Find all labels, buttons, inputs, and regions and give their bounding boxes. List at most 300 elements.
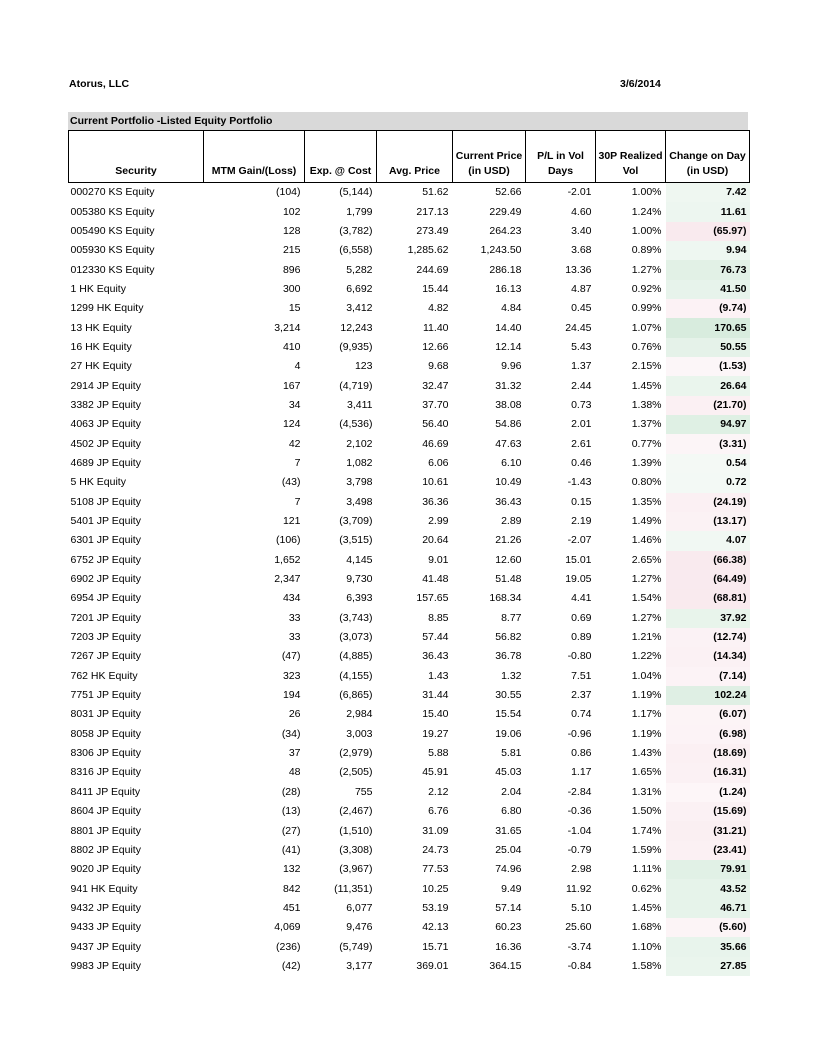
- cell-pl-vol-days: 2.37: [571, 689, 592, 702]
- table-row: [69, 705, 750, 724]
- cell-pl-vol-days: -0.80: [567, 650, 592, 663]
- cell-pl-vol-days: -1.43: [567, 476, 592, 489]
- table-row: [69, 454, 750, 473]
- column-header-realized-vol: 30P Realized Vol: [596, 131, 666, 183]
- cell-exposure-at-cost: (5,144): [339, 186, 373, 199]
- table-row: [69, 957, 750, 976]
- cell-avg-price: 273.49: [416, 224, 449, 237]
- cell-mtm-gain-loss: 33: [288, 631, 301, 644]
- cell-mtm-gain-loss: 434: [282, 592, 301, 605]
- table-row: [69, 338, 750, 357]
- cell-pl-vol-days: 2.61: [571, 437, 592, 450]
- table-row: [69, 512, 750, 531]
- cell-mtm-gain-loss: (28): [281, 785, 301, 798]
- cell-exposure-at-cost: (2,467): [339, 805, 373, 818]
- cell-pl-vol-days: 11.92: [566, 882, 592, 895]
- cell-change-on-day: 35.66: [666, 937, 750, 956]
- cell-mtm-gain-loss: 15: [288, 302, 301, 315]
- cell-change-on-day: (12.74): [666, 628, 750, 647]
- cell-pl-vol-days: 4.60: [571, 205, 592, 218]
- column-header-pl-vol-days: P/L in Vol Days: [526, 131, 596, 183]
- cell-security: 762 HK Equity: [70, 669, 138, 682]
- cell-mtm-gain-loss: 194: [282, 689, 301, 702]
- cell-exposure-at-cost: 3,003: [346, 727, 373, 740]
- cell-security: 7201 JP Equity: [70, 611, 141, 624]
- cell-current-price: 1.32: [501, 669, 522, 682]
- cell-avg-price: 56.40: [422, 418, 449, 431]
- cell-security: 6752 JP Equity: [70, 553, 141, 566]
- cell-avg-price: 15.40: [422, 708, 449, 721]
- table-row: [69, 628, 750, 647]
- cell-mtm-gain-loss: (13): [281, 805, 301, 818]
- column-header-mtm: MTM Gain/(Loss): [204, 131, 305, 183]
- cell-security: 6902 JP Equity: [70, 573, 141, 586]
- cell-mtm-gain-loss: 42: [288, 437, 301, 450]
- cell-change-on-day: 46.71: [666, 899, 750, 918]
- cell-pl-vol-days: 19.05: [565, 573, 592, 586]
- cell-security: 005490 KS Equity: [70, 224, 155, 237]
- cell-avg-price: 10.25: [422, 882, 449, 895]
- cell-avg-price: 46.69: [422, 437, 449, 450]
- cell-realized-vol: 1.45%: [631, 901, 662, 914]
- cell-mtm-gain-loss: (41): [281, 843, 301, 856]
- cell-security: 000270 KS Equity: [70, 186, 155, 199]
- cell-change-on-day: 170.65: [666, 318, 750, 337]
- cell-pl-vol-days: 24.45: [565, 321, 592, 334]
- table-row: [69, 434, 750, 453]
- cell-pl-vol-days: 4.41: [571, 592, 592, 605]
- cell-security: 4502 JP Equity: [70, 437, 141, 450]
- cell-exposure-at-cost: (3,782): [339, 224, 373, 237]
- cell-exposure-at-cost: (11,351): [334, 882, 373, 895]
- table-row: [69, 821, 750, 840]
- table-row: [69, 899, 750, 918]
- cell-security: 5 HK Equity: [70, 476, 126, 489]
- cell-realized-vol: 1.37%: [631, 418, 662, 431]
- cell-mtm-gain-loss: (34): [281, 727, 301, 740]
- cell-avg-price: 42.13: [422, 921, 449, 934]
- cell-exposure-at-cost: (3,967): [339, 863, 373, 876]
- cell-mtm-gain-loss: 300: [282, 282, 301, 295]
- cell-avg-price: 8.85: [428, 611, 449, 624]
- table-row: [69, 551, 750, 570]
- portfolio-table: [68, 130, 750, 976]
- cell-current-price: 36.78: [495, 650, 522, 663]
- cell-current-price: 52.66: [495, 186, 522, 199]
- cell-pl-vol-days: 3.40: [571, 224, 592, 237]
- cell-realized-vol: 0.80%: [631, 476, 662, 489]
- table-row: [69, 783, 750, 802]
- cell-security: 7267 JP Equity: [70, 650, 141, 663]
- cell-exposure-at-cost: (6,558): [339, 244, 373, 257]
- cell-current-price: 16.13: [495, 282, 522, 295]
- table-row: [69, 609, 750, 628]
- cell-mtm-gain-loss: 215: [282, 244, 301, 257]
- table-row: [69, 357, 750, 376]
- table-row: [69, 531, 750, 550]
- cell-pl-vol-days: 13.36: [565, 263, 592, 276]
- cell-security: 1 HK Equity: [70, 282, 126, 295]
- cell-mtm-gain-loss: (106): [275, 534, 301, 547]
- cell-change-on-day: 94.97: [666, 415, 750, 434]
- table-row: [69, 241, 750, 260]
- cell-exposure-at-cost: 6,692: [346, 282, 373, 295]
- table-row: [69, 222, 750, 241]
- cell-exposure-at-cost: (3,308): [339, 843, 373, 856]
- cell-change-on-day: 4.07: [666, 531, 750, 550]
- cell-realized-vol: 1.19%: [631, 727, 662, 740]
- cell-realized-vol: 1.04%: [631, 669, 662, 682]
- cell-change-on-day: (1.24): [666, 783, 750, 802]
- cell-avg-price: 4.82: [428, 302, 449, 315]
- table-row: [69, 415, 750, 434]
- cell-change-on-day: 79.91: [666, 860, 750, 879]
- cell-security: 2914 JP Equity: [70, 379, 141, 392]
- cell-pl-vol-days: 2.01: [571, 418, 592, 431]
- cell-realized-vol: 1.68%: [631, 921, 662, 934]
- cell-exposure-at-cost: 4,145: [346, 553, 373, 566]
- cell-change-on-day: 41.50: [666, 280, 750, 299]
- cell-change-on-day: (6.98): [666, 725, 750, 744]
- cell-security: 9020 JP Equity: [70, 863, 141, 876]
- cell-current-price: 12.14: [495, 340, 522, 353]
- table-row: [69, 686, 750, 705]
- cell-avg-price: 217.13: [416, 205, 449, 218]
- cell-mtm-gain-loss: 34: [288, 398, 301, 411]
- cell-pl-vol-days: -2.84: [567, 785, 592, 798]
- cell-realized-vol: 1.19%: [631, 689, 662, 702]
- cell-mtm-gain-loss: 37: [288, 747, 301, 760]
- cell-security: 005930 KS Equity: [70, 244, 155, 257]
- cell-current-price: 47.63: [495, 437, 522, 450]
- cell-avg-price: 15.71: [422, 940, 449, 953]
- cell-security: 8801 JP Equity: [70, 824, 141, 837]
- cell-realized-vol: 1.65%: [631, 766, 662, 779]
- cell-exposure-at-cost: 6,393: [346, 592, 373, 605]
- cell-exposure-at-cost: (3,515): [339, 534, 373, 547]
- cell-realized-vol: 0.92%: [631, 282, 662, 295]
- cell-mtm-gain-loss: 102: [282, 205, 301, 218]
- cell-pl-vol-days: 15.01: [565, 553, 592, 566]
- table-row: [69, 376, 750, 395]
- cell-current-price: 9.96: [501, 360, 522, 373]
- cell-exposure-at-cost: (6,865): [339, 689, 373, 702]
- cell-realized-vol: 2.15%: [631, 360, 662, 373]
- cell-exposure-at-cost: 3,798: [346, 476, 373, 489]
- cell-exposure-at-cost: 1,082: [346, 456, 373, 469]
- table-row: [69, 744, 750, 763]
- cell-mtm-gain-loss: 896: [282, 263, 301, 276]
- cell-current-price: 31.65: [495, 824, 522, 837]
- cell-change-on-day: (3.31): [666, 434, 750, 453]
- cell-avg-price: 244.69: [416, 263, 449, 276]
- table-row: [69, 318, 750, 337]
- cell-change-on-day: 0.72: [666, 473, 750, 492]
- cell-realized-vol: 1.45%: [631, 379, 662, 392]
- cell-change-on-day: 27.85: [666, 957, 750, 976]
- table-row: [69, 493, 750, 512]
- table-row: [69, 937, 750, 956]
- cell-security: 8306 JP Equity: [70, 747, 141, 760]
- table-row: [69, 280, 750, 299]
- cell-mtm-gain-loss: 323: [282, 669, 301, 682]
- cell-current-price: 4.84: [501, 302, 522, 315]
- cell-pl-vol-days: 0.74: [571, 708, 592, 721]
- cell-current-price: 15.54: [495, 708, 522, 721]
- cell-security: 9433 JP Equity: [70, 921, 141, 934]
- cell-mtm-gain-loss: 2,347: [274, 573, 301, 586]
- cell-realized-vol: 1.22%: [631, 650, 662, 663]
- cell-mtm-gain-loss: (27): [281, 824, 301, 837]
- table-body: [69, 183, 750, 977]
- cell-mtm-gain-loss: (42): [281, 959, 301, 972]
- cell-security: 16 HK Equity: [70, 340, 132, 353]
- cell-realized-vol: 1.10%: [631, 940, 662, 953]
- cell-change-on-day: (24.19): [666, 493, 750, 512]
- cell-avg-price: 12.66: [422, 340, 449, 353]
- cell-security: 7751 JP Equity: [70, 689, 141, 702]
- cell-change-on-day: (23.41): [666, 841, 750, 860]
- cell-security: 8031 JP Equity: [70, 708, 141, 721]
- column-header-current-price: Current Price (in USD): [453, 131, 526, 183]
- cell-exposure-at-cost: 3,498: [346, 495, 373, 508]
- cell-realized-vol: 1.27%: [631, 263, 662, 276]
- cell-avg-price: 36.36: [422, 495, 449, 508]
- cell-security: 8604 JP Equity: [70, 805, 141, 818]
- cell-security: 6954 JP Equity: [70, 592, 141, 605]
- cell-realized-vol: 0.76%: [631, 340, 662, 353]
- cell-security: 8316 JP Equity: [70, 766, 141, 779]
- cell-pl-vol-days: 0.86: [571, 747, 592, 760]
- table-row: [69, 647, 750, 666]
- cell-current-price: 264.23: [489, 224, 522, 237]
- cell-exposure-at-cost: (4,719): [339, 379, 373, 392]
- table-row: [69, 183, 750, 203]
- cell-realized-vol: 1.43%: [631, 747, 662, 760]
- table-row: [69, 473, 750, 492]
- cell-pl-vol-days: 7.51: [571, 669, 592, 682]
- cell-realized-vol: 1.39%: [631, 456, 662, 469]
- cell-current-price: 8.77: [501, 611, 522, 624]
- cell-change-on-day: 43.52: [666, 879, 750, 898]
- cell-avg-price: 51.62: [422, 186, 449, 199]
- cell-change-on-day: (68.81): [666, 589, 750, 608]
- cell-exposure-at-cost: (1,510): [339, 824, 373, 837]
- cell-change-on-day: (21.70): [666, 396, 750, 415]
- cell-security: 4689 JP Equity: [70, 456, 141, 469]
- cell-security: 13 HK Equity: [70, 321, 132, 334]
- cell-exposure-at-cost: 3,412: [346, 302, 373, 315]
- cell-pl-vol-days: 5.10: [571, 901, 592, 914]
- cell-avg-price: 32.47: [422, 379, 449, 392]
- table-row: [69, 918, 750, 937]
- cell-change-on-day: (6.07): [666, 705, 750, 724]
- table-row: [69, 396, 750, 415]
- cell-realized-vol: 1.54%: [631, 592, 662, 605]
- cell-pl-vol-days: -0.79: [567, 843, 592, 856]
- cell-security: 5401 JP Equity: [70, 515, 141, 528]
- cell-change-on-day: (5.60): [666, 918, 750, 937]
- cell-mtm-gain-loss: 33: [288, 611, 301, 624]
- cell-current-price: 19.06: [495, 727, 522, 740]
- cell-change-on-day: (18.69): [666, 744, 750, 763]
- cell-change-on-day: (66.38): [666, 551, 750, 570]
- cell-exposure-at-cost: (4,536): [339, 418, 373, 431]
- cell-realized-vol: 0.99%: [631, 302, 662, 315]
- cell-change-on-day: 9.94: [666, 241, 750, 260]
- cell-change-on-day: (7.14): [666, 667, 750, 686]
- cell-avg-price: 45.91: [422, 766, 449, 779]
- cell-avg-price: 53.19: [422, 901, 449, 914]
- cell-exposure-at-cost: 2,984: [346, 708, 373, 721]
- cell-mtm-gain-loss: 7: [294, 456, 301, 469]
- cell-current-price: 5.81: [501, 747, 522, 760]
- cell-exposure-at-cost: 123: [354, 360, 373, 373]
- section-title: Current Portfolio -Listed Equity Portfolio: [68, 112, 748, 130]
- table-row: [69, 763, 750, 782]
- cell-realized-vol: 1.46%: [631, 534, 662, 547]
- table-row: [69, 879, 750, 898]
- cell-avg-price: 36.43: [422, 650, 449, 663]
- cell-avg-price: 1.43: [428, 669, 449, 682]
- cell-realized-vol: 0.77%: [631, 437, 662, 450]
- cell-exposure-at-cost: (4,155): [339, 669, 373, 682]
- cell-pl-vol-days: 0.73: [571, 398, 592, 411]
- cell-pl-vol-days: 0.15: [571, 495, 592, 508]
- cell-pl-vol-days: -0.96: [567, 727, 592, 740]
- cell-security: 012330 KS Equity: [70, 263, 155, 276]
- table-row: [69, 667, 750, 686]
- table-row: [69, 260, 750, 279]
- cell-change-on-day: (65.97): [666, 222, 750, 241]
- cell-pl-vol-days: 2.98: [571, 863, 592, 876]
- cell-exposure-at-cost: 6,077: [346, 901, 373, 914]
- cell-mtm-gain-loss: (43): [281, 476, 301, 489]
- cell-mtm-gain-loss: 132: [282, 863, 301, 876]
- cell-mtm-gain-loss: 1,652: [274, 553, 301, 566]
- cell-exposure-at-cost: (3,709): [339, 515, 373, 528]
- cell-mtm-gain-loss: 26: [288, 708, 301, 721]
- cell-current-price: 38.08: [495, 398, 522, 411]
- cell-avg-price: 37.70: [422, 398, 449, 411]
- cell-realized-vol: 1.38%: [631, 398, 662, 411]
- cell-pl-vol-days: 0.46: [571, 456, 592, 469]
- cell-security: 5108 JP Equity: [70, 495, 141, 508]
- cell-exposure-at-cost: 755: [354, 785, 373, 798]
- cell-current-price: 56.82: [495, 631, 522, 644]
- cell-pl-vol-days: 4.87: [571, 282, 592, 295]
- column-header-avg-price: Avg. Price: [377, 131, 453, 183]
- cell-change-on-day: (1.53): [666, 357, 750, 376]
- cell-realized-vol: 1.49%: [631, 515, 662, 528]
- cell-pl-vol-days: -3.74: [567, 940, 592, 953]
- cell-avg-price: 9.01: [428, 553, 449, 566]
- cell-mtm-gain-loss: 7: [294, 495, 301, 508]
- cell-security: 6301 JP Equity: [70, 534, 141, 547]
- cell-mtm-gain-loss: 167: [282, 379, 301, 392]
- cell-exposure-at-cost: (3,743): [339, 611, 373, 624]
- cell-current-price: 2.04: [501, 785, 522, 798]
- cell-pl-vol-days: 0.45: [571, 302, 592, 315]
- cell-realized-vol: 1.50%: [631, 805, 662, 818]
- cell-current-price: 364.15: [489, 959, 522, 972]
- cell-avg-price: 15.44: [422, 282, 449, 295]
- cell-exposure-at-cost: 3,177: [346, 959, 373, 972]
- cell-exposure-at-cost: (2,505): [339, 766, 373, 779]
- cell-realized-vol: 1.00%: [631, 186, 662, 199]
- cell-avg-price: 57.44: [422, 631, 449, 644]
- cell-security: 9983 JP Equity: [70, 959, 141, 972]
- cell-avg-price: 20.64: [422, 534, 449, 547]
- table-row: [69, 202, 750, 221]
- cell-current-price: 45.03: [495, 766, 522, 779]
- cell-mtm-gain-loss: 124: [282, 418, 301, 431]
- cell-pl-vol-days: 0.69: [571, 611, 592, 624]
- cell-realized-vol: 0.62%: [631, 882, 662, 895]
- cell-pl-vol-days: 3.68: [571, 244, 592, 257]
- cell-change-on-day: (15.69): [666, 802, 750, 821]
- cell-pl-vol-days: 0.89: [571, 631, 592, 644]
- cell-security: 941 HK Equity: [70, 882, 138, 895]
- cell-current-price: 60.23: [495, 921, 522, 934]
- cell-mtm-gain-loss: 842: [282, 882, 301, 895]
- table-row: [69, 802, 750, 821]
- cell-current-price: 2.89: [501, 515, 522, 528]
- cell-change-on-day: 7.42: [666, 183, 750, 203]
- cell-pl-vol-days: 2.19: [571, 515, 592, 528]
- cell-exposure-at-cost: (2,979): [339, 747, 373, 760]
- cell-avg-price: 369.01: [416, 959, 449, 972]
- table-header-row: [69, 131, 750, 183]
- cell-realized-vol: 1.21%: [631, 631, 662, 644]
- cell-realized-vol: 1.74%: [631, 824, 662, 837]
- cell-change-on-day: (64.49): [666, 570, 750, 589]
- cell-change-on-day: (9.74): [666, 299, 750, 318]
- cell-current-price: 286.18: [489, 263, 522, 276]
- cell-realized-vol: 1.27%: [631, 611, 662, 624]
- cell-pl-vol-days: 2.44: [571, 379, 592, 392]
- cell-avg-price: 31.09: [422, 824, 449, 837]
- cell-realized-vol: 2.65%: [631, 553, 662, 566]
- cell-realized-vol: 1.17%: [631, 708, 662, 721]
- cell-exposure-at-cost: 12,243: [340, 321, 373, 334]
- cell-avg-price: 24.73: [422, 843, 449, 856]
- cell-change-on-day: (14.34): [666, 647, 750, 666]
- cell-avg-price: 6.06: [428, 456, 449, 469]
- cell-pl-vol-days: 1.37: [571, 360, 592, 373]
- cell-change-on-day: 26.64: [666, 376, 750, 395]
- cell-current-price: 21.26: [495, 534, 522, 547]
- cell-current-price: 10.49: [495, 476, 522, 489]
- cell-realized-vol: 0.89%: [631, 244, 662, 257]
- cell-mtm-gain-loss: 451: [282, 901, 301, 914]
- cell-realized-vol: 1.00%: [631, 224, 662, 237]
- cell-exposure-at-cost: 1,799: [346, 205, 373, 218]
- table-row: [69, 725, 750, 744]
- cell-avg-price: 5.88: [428, 747, 449, 760]
- cell-avg-price: 9.68: [428, 360, 449, 373]
- cell-avg-price: 2.99: [428, 515, 449, 528]
- cell-current-price: 36.43: [495, 495, 522, 508]
- cell-current-price: 57.14: [495, 901, 522, 914]
- cell-realized-vol: 1.58%: [631, 959, 662, 972]
- cell-exposure-at-cost: 3,411: [347, 398, 373, 411]
- table-row: [69, 841, 750, 860]
- cell-exposure-at-cost: 9,476: [346, 921, 373, 934]
- cell-security: 27 HK Equity: [70, 360, 132, 373]
- cell-realized-vol: 1.31%: [631, 785, 662, 798]
- cell-pl-vol-days: 1.17: [571, 766, 592, 779]
